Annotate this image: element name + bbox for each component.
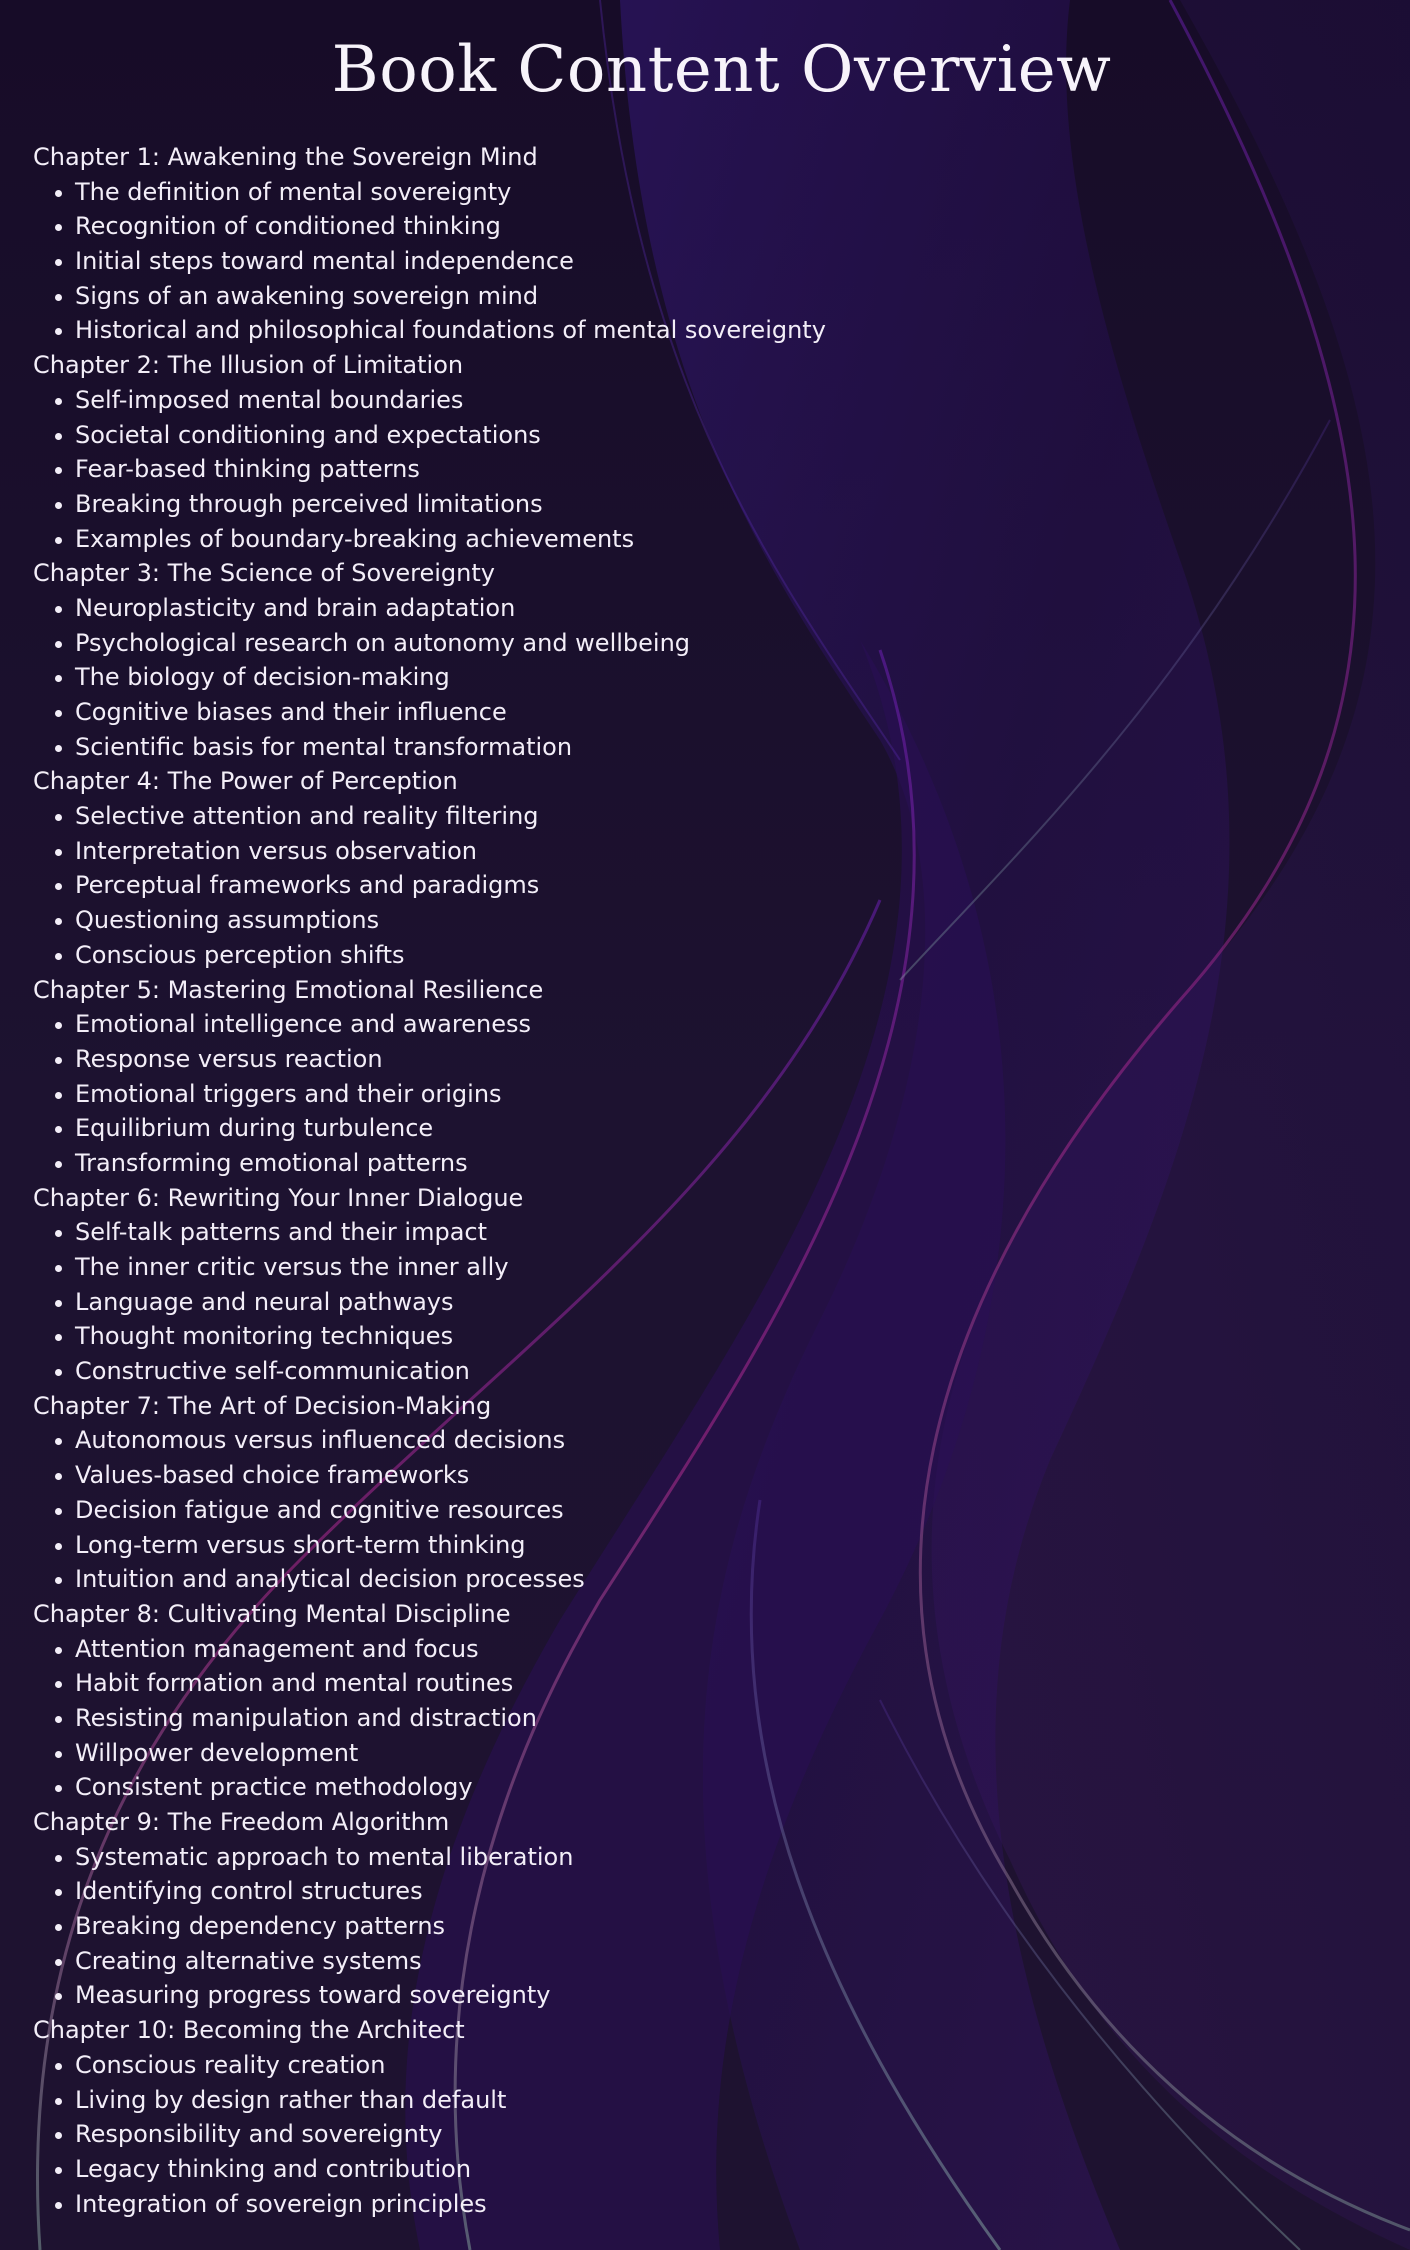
topic-item: Emotional triggers and their origins: [75, 1077, 1410, 1112]
chapter-item: [33, 764, 1410, 972]
topic-item: Emotional intelligence and awareness: [75, 1007, 1410, 1042]
topic-item: The definition of mental sovereignty: [75, 175, 1410, 210]
topic-item: Selective attention and reality filtering: [75, 799, 1410, 834]
topic-item: Signs of an awakening sovereign mind: [75, 279, 1410, 314]
topic-list: [33, 175, 1410, 348]
topic-item: Initial steps toward mental independence: [75, 244, 1410, 279]
topic-list: [33, 1215, 1410, 1388]
topic-item: Legacy thinking and contribution: [75, 2152, 1410, 2187]
chapter-title: Chapter 10: Becoming the Architect: [33, 2016, 465, 2045]
topic-item: Integration of sovereign principles: [75, 2187, 1410, 2222]
topic-item: Breaking through perceived limitations: [75, 487, 1410, 522]
chapter-title: Chapter 6: Rewriting Your Inner Dialogue: [33, 1183, 524, 1212]
topic-item: Conscious perception shifts: [75, 938, 1410, 973]
topic-item: Thought monitoring techniques: [75, 1319, 1410, 1354]
topic-list: [33, 383, 1410, 556]
topic-item: Resisting manipulation and distraction: [75, 1701, 1410, 1736]
chapter-item: [33, 2013, 1410, 2221]
topic-item: Consistent practice methodology: [75, 1770, 1410, 1805]
topic-list: [33, 2048, 1410, 2221]
topic-item: Long-term versus short-term thinking: [75, 1528, 1410, 1563]
chapter-item: [33, 348, 1410, 556]
topic-item: Historical and philosophical foundations of mental sovereignty: [75, 313, 1410, 348]
topic-item: Cognitive biases and their influence: [75, 695, 1410, 730]
topic-list: [33, 591, 1410, 764]
topic-item: Attention management and focus: [75, 1632, 1410, 1667]
chapter-item: [33, 140, 1410, 348]
topic-item: Willpower development: [75, 1736, 1410, 1771]
chapter-item: [33, 1389, 1410, 1597]
topic-list: [33, 1632, 1410, 1805]
page-title: Book Content Overview: [331, 33, 1112, 107]
chapter-title: Chapter 7: The Art of Decision-Making: [33, 1391, 492, 1420]
topic-item: Systematic approach to mental liberation: [75, 1840, 1410, 1875]
topic-item: Living by design rather than default: [75, 2083, 1410, 2118]
chapter-item: [33, 1181, 1410, 1389]
topic-item: Questioning assumptions: [75, 903, 1410, 938]
topic-item: Perceptual frameworks and paradigms: [75, 868, 1410, 903]
topic-item: Identifying control structures: [75, 1874, 1410, 1909]
topic-item: Response versus reaction: [75, 1042, 1410, 1077]
topic-item: Intuition and analytical decision processes: [75, 1562, 1410, 1597]
topic-item: Habit formation and mental routines: [75, 1666, 1410, 1701]
topic-item: Recognition of conditioned thinking: [75, 209, 1410, 244]
topic-item: Psychological research on autonomy and wellbeing: [75, 626, 1410, 661]
topic-item: Constructive self-communication: [75, 1354, 1410, 1389]
topic-list: [33, 799, 1410, 972]
topic-item: Fear-based thinking patterns: [75, 452, 1410, 487]
topic-item: Scientific basis for mental transformation: [75, 730, 1410, 765]
topic-item: Autonomous versus influenced decisions: [75, 1423, 1410, 1458]
chapter-item: [33, 1597, 1410, 1805]
chapter-title: Chapter 9: The Freedom Algorithm: [33, 1808, 450, 1836]
topic-item: Self-imposed mental boundaries: [75, 383, 1410, 418]
chapter-title: Chapter 2: The Illusion of Limitation: [33, 351, 464, 380]
topic-item: Equilibrium during turbulence: [75, 1111, 1410, 1146]
chapter-item: [33, 973, 1410, 1181]
topic-item: Examples of boundary-breaking achievements: [75, 522, 1410, 557]
topic-item: Language and neural pathways: [75, 1285, 1410, 1320]
topic-item: Responsibility and sovereignty: [75, 2117, 1410, 2152]
topic-list: [33, 1423, 1410, 1596]
chapter-title: Chapter 8: Cultivating Mental Discipline: [33, 1599, 511, 1628]
chapter-list: [33, 140, 1410, 2221]
topic-item: Societal conditioning and expectations: [75, 418, 1410, 453]
chapter-title: Chapter 3: The Science of Sovereignty: [33, 559, 495, 588]
topic-item: Measuring progress toward sovereignty: [75, 1978, 1410, 2013]
topic-item: Transforming emotional patterns: [75, 1146, 1410, 1181]
topic-item: The inner critic versus the inner ally: [75, 1250, 1410, 1285]
topic-item: Breaking dependency patterns: [75, 1909, 1410, 1944]
topic-item: Values-based choice frameworks: [75, 1458, 1410, 1493]
topic-item: Creating alternative systems: [75, 1944, 1410, 1979]
chapter-item: [33, 1805, 1410, 2013]
chapter-title: Chapter 1: Awakening the Sovereign Mind: [33, 143, 538, 171]
chapter-item: [33, 556, 1410, 764]
chapter-title: Chapter 4: The Power of Perception: [33, 767, 458, 796]
chapter-title: Chapter 5: Mastering Emotional Resilience: [33, 975, 544, 1004]
topic-list: [33, 1840, 1410, 2013]
topic-item: Interpretation versus observation: [75, 834, 1410, 869]
topic-item: The biology of decision-making: [75, 660, 1410, 695]
topic-item: Decision fatigue and cognitive resources: [75, 1493, 1410, 1528]
topic-item: Neuroplasticity and brain adaptation: [75, 591, 1410, 626]
topic-list: [33, 1007, 1410, 1180]
topic-item: Conscious reality creation: [75, 2048, 1410, 2083]
topic-item: Self-talk patterns and their impact: [75, 1215, 1410, 1250]
